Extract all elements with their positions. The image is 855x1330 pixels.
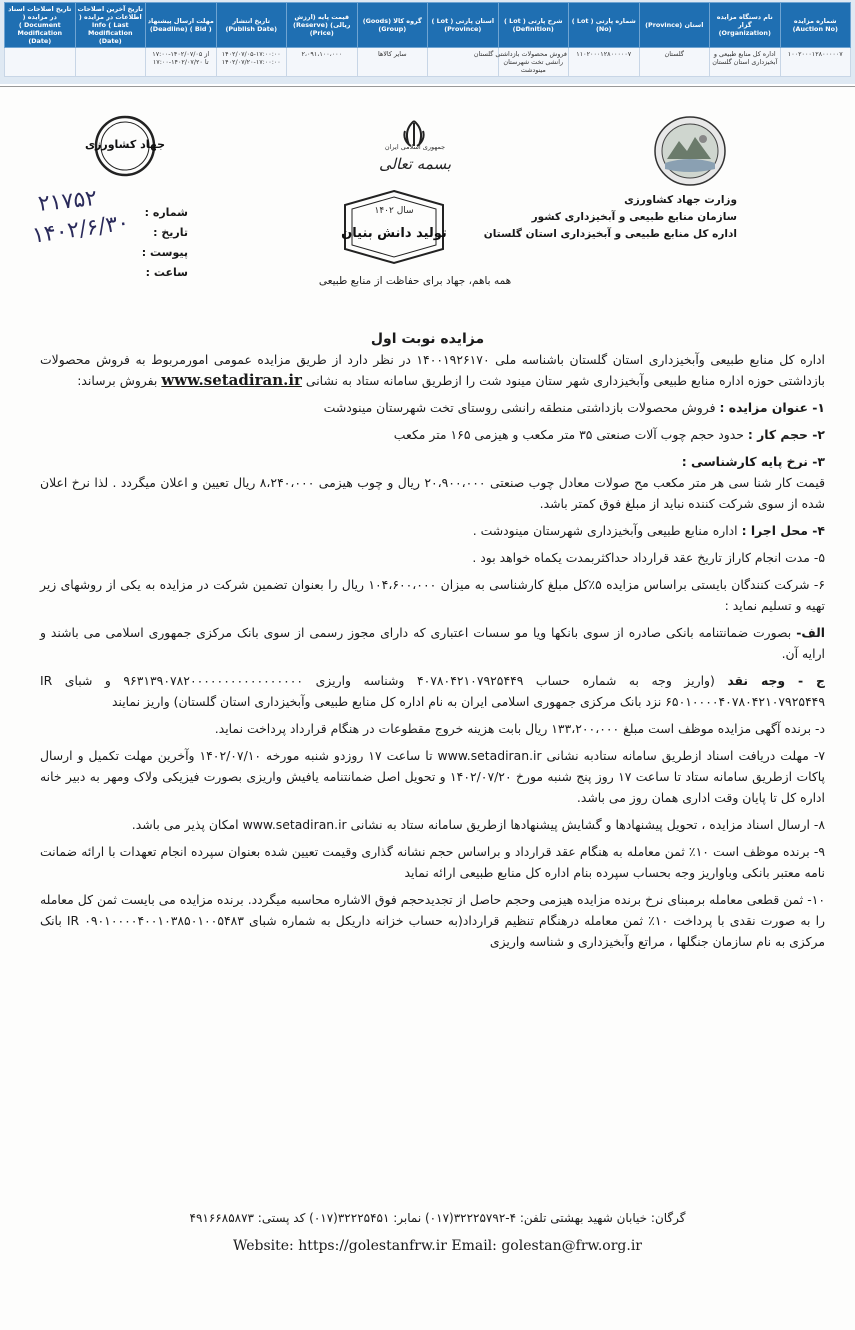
document-paper [0, 86, 855, 1330]
auction-table-cell [216, 48, 287, 77]
auction-column-header[interactable]: شماره مزایده (Auction No) [780, 3, 851, 48]
ref-time-label: ساعت : [145, 266, 188, 279]
auction-cell-line: سایر کالاها [377, 50, 407, 58]
ministry-line: اداره کل منابع طبیعی و آبخیزداری استان گلستان [483, 228, 737, 240]
auction-table-cell [780, 48, 851, 77]
auction-table-cell [639, 48, 710, 77]
auction-table-cell [146, 48, 217, 77]
auction-table-cell [569, 48, 640, 77]
auction-table-cell [357, 48, 428, 77]
auction-table-cell [287, 48, 358, 77]
auction-table-strip [0, 0, 855, 84]
auction-table-cell [473, 48, 569, 77]
auction-cell-line: ۱۱۰۲۰۰۰۱۲۸۰۰۰۰۰۷ [576, 50, 632, 58]
item-1 [40, 397, 825, 418]
item-3-label: ۳- نرخ پایه کارشناسی : [681, 454, 825, 469]
intro-text-end: بفروش برساند: [77, 373, 158, 388]
auction-column-header[interactable]: نام دستگاه مزایده گزار (Organization) [710, 3, 781, 48]
item-1-text: فروش محصولات بازداشتی منطقه رانشی روستای تخت شهرستان مینودشت [323, 400, 716, 415]
item-8: ۸- ارسال اسناد مزایده ، تحویل پیشنهادها و گشایش پیشنهادها ازطریق سامانه ستاد به نشانی www.setadiran.ir امکان پذیر می باشد. [131, 817, 825, 832]
auction-column-header[interactable]: مهلت ارسال پیشنهاد ( Bid ) (Deadline) [146, 3, 217, 48]
item-6a [40, 622, 825, 664]
ministry-line: وزارت جهاد کشاورزی [624, 194, 737, 206]
auction-column-header[interactable]: قیمت پایه (ارزش ریالی) (Reserve) (Price) [287, 3, 358, 48]
auction-table [4, 2, 851, 77]
ref-number-label: شماره : [144, 206, 188, 219]
stamp-text: تولید دانش بنیان [341, 226, 447, 241]
natural-resources-logo-icon [653, 115, 727, 187]
auction-table-cell [75, 48, 146, 77]
auction-cell-line: ۱۴۰۲/۰۷/۲۰-۱۷:۰۰:۰۰ [221, 58, 281, 66]
slogan: همه باهم، جهاد برای حفاظت از منابع طبیعی [318, 275, 512, 287]
intro-text: اداره کل منابع طبیعی وآبخیزداری استان گلستان باشناسه ملی ۱۴۰۰۱۹۲۶۱۷۰ در نظر دارد از طریق مزایده عمومی امورمربوط به فروش محصولات بازداشتی حوزه اداره منابع طبیعی وآبخیزداری شهر ستان مینود شت را ازطریق سامانه ستاد به نشانی [40, 352, 826, 388]
auction-column-header[interactable]: تاریخ اصلاحات اسناد در مزایده ( Document ) Modification (Date) [5, 3, 76, 48]
auction-table-cell [710, 48, 781, 77]
item-3-text: قیمت کار شنا سی هر متر مکعب مح صولات معادل چوب صنعتی ۲۰،۹۰۰،۰۰۰ ریال و چوب هیزمی ۸،۲۴۰،۰۰۰ ریال تعیین و اعلان میگردد . لذا نرخ اعلان شده از سوی شرکت کننده نباید از مبلغ فوق کمتر باشد. [40, 475, 825, 511]
auction-cell-line: آبخیزداری استان گلستان [712, 58, 778, 66]
auction-column-header[interactable]: استان پارتی ( Lot ) (Province) [428, 3, 499, 48]
auction-cell-line: فروش محصولات بازداشتی گلستان [473, 50, 567, 58]
item-7: ۷- مهلت دریافت اسناد ازطریق سامانه ستادبه نشانی www.setadiran.ir تا ساعت ۱۷ روزدو شنبه مورخه ۱۴۰۲/۰۷/۱۰ وآخرین مهلت تکمیل و ارسال پاکات ازطریق سامانه ستاد تا ساعت ۱۷ روز پنج شنبه مورخ ۱۴۰۲/۰۷/۲۰ و تحویل اصل ضمانتنامه یافیش واریزی بصورت فیزیکی ولاک ومهر به دبیر خانه اداره کل تا پایان وقت اداری همان روز می باشد. [40, 748, 826, 805]
auction-table-header [5, 3, 851, 48]
auction-table-row[interactable] [5, 48, 851, 77]
auction-column-header[interactable]: شماره پارتی ( Lot ) (No) [569, 3, 640, 48]
item-1-label: ۱- عنوان مزایده : [719, 400, 825, 415]
auction-cell-line: ۱۰۰۲۰۰۰۱۲۸۰۰۰۰۰۷ [787, 50, 843, 58]
auction-column-header[interactable]: استان (Province) [639, 3, 710, 48]
auction-table-cell [5, 48, 76, 77]
ref-date-label: تاریخ : [153, 226, 188, 239]
item-6a-label: الف- [796, 625, 825, 640]
item-6b [40, 670, 825, 712]
auction-column-header[interactable]: تاریخ آخرین اصلاحات اطلاعات در مزایده ( Last ) Info Modification (Date) [75, 3, 146, 48]
auction-column-header[interactable]: شرح پارتی ( Lot ) (Definition) [498, 3, 569, 48]
item-6d: د- برنده آگهی مزایده موظف است مبلغ ۱۳۳،۲۰۰،۰۰۰ ریال بابت هزینه خروج مقطوعات در هنگام قرارداد پرداخت نماید. [214, 721, 825, 736]
handwritten-ref-number: ۲۱۷۵۲ [36, 185, 99, 218]
ref-attachment-label: پیوست : [141, 246, 188, 259]
year-slogan-stamp-icon [333, 187, 455, 267]
item-4 [40, 520, 825, 541]
item-9: ۹- برنده موظف است ۱۰٪ ثمن معامله به هنگام عقد قرارداد و براساس حجم نشانه گذاری وقیمت تعیین شده بعنوان سپرده انجام تعهدات با ارائه ضمانت نامه معتبر بانکی وباواریز وجه بحساب سپرده بنام اداره کل منابع طبیعی ارائه نماید [40, 844, 825, 880]
item-3 [40, 451, 825, 514]
item-2-text: حدود حجم چوب آلات صنعتی ۳۵ متر مکعب و هیزمی ۱۶۵ متر مکعب [393, 427, 744, 442]
basmala: بسمه تعالی [378, 155, 452, 173]
item-10: ۱۰- ثمن قطعی معامله برمبنای نرخ برنده مزایده هیزمی وحجم حاصل از تجدیدحجم فوق الاشاره محاسبه میگردد. برنده مزایده می بایست ثمن کل معامله را به صورت نقدی با پرداخت ۱۰٪ ثمن معامله درهنگام تنظیم قرارداد(به حساب خزانه داریکل به شماره شبای IR ۰۹۰۱۰۰۰۰۴۰۰۱۰۳۸۵۰۱۰۰۵۴۸۳ بانک مرکزی به نام سازمان جنگلها ، مراتع وآبخیزداری و شناسه واریزی [40, 892, 826, 949]
auction-cell-line: ۲،۰۹۱،۱۰۰،۰۰۰ [301, 50, 342, 58]
auction-cell-line: از ۱۴۰۲/۰۷/۰۵-۱۷:۰۰ [152, 50, 210, 58]
intro-paragraph [40, 349, 825, 391]
item-6a-text: بصورت ضمانتنامه بانکی صادره از سوی بانکها ویا مو سسات اعتباری که دارای مجوز رسمی از سوی بانک مرکزی جمهوری اسلامی می باشند و ارایه آن. [40, 625, 825, 661]
item-6: ۶- شرکت کنندگان بایستی براساس مزایده ۵٪کل مبلغ کارشناسی به میزان ۱۰۴،۶۰۰،۰۰۰ ریال را بعنوان تضمین شرکت در مزایده به یکی از روشهای زیر تهیه و تسلیم نماید : [40, 577, 825, 613]
item-6b-text: (واریز وجه به شماره حساب ۴۰۷۸۰۴۲۱۰۷۹۲۵۴۴۹ وشناسه واریزی ۹۶۳۱۳۹۰۷۸۲۰۰۰۰۰۰۰۰۰۰۰۰۰۰۰۰۰ و شبای IR ۶۵۰۱۰۰۰۰۴۰۷۸۰۴۲۱۰۷۹۲۵۴۴۹ نزد بانک مرکزی جمهوری اسلامی ایران به نام اداره کل منابع طبیعی وآبخیزداری استان گلستان) واریز نمایند [40, 673, 825, 709]
item-2 [40, 424, 825, 445]
item-5: ۵- مدت انجام کاراز تاریخ عقد قرارداد حداکثربمدت یکماه خواهد بود . [472, 550, 825, 565]
reference-labels [128, 203, 188, 283]
left-logo-text: جهاد کشاورزی [84, 138, 166, 151]
auction-cell-line: رانشی تخت شهرستان [503, 58, 564, 66]
auction-cell-line: مینودشت [520, 66, 546, 74]
ministry-line: سازمان منابع طبیعی و آبخیزداری کشور [531, 211, 737, 223]
handwritten-ref-date: ۱۴۰۲/۶/۳۰ [30, 210, 131, 249]
item-4-text: اداره منابع طبیعی وآبخیزداری شهرستان مینودشت . [472, 523, 738, 538]
item-6b-label: ج - وجه نقد [727, 673, 825, 688]
auction-column-header[interactable]: تاریخ انتشار (Publish Date) [216, 3, 287, 48]
auction-cell-line: اداره کل منابع طبیعی و [713, 50, 776, 58]
auction-column-header[interactable]: گروه کالا (Goods) (Group) [357, 3, 428, 48]
item-4-label: ۴- محل اجرا : [741, 523, 825, 538]
republic-caption: جمهوری اسلامی ایران [384, 143, 446, 151]
auction-cell-line: گلستان [664, 50, 684, 58]
item-2-label: ۲- حجم کار : [747, 427, 825, 442]
ministry-header [477, 192, 737, 243]
jihad-keshavarzi-logo-icon [84, 115, 166, 177]
auction-cell-line: ۱۴۰۲/۰۷/۰۵-۱۷:۰۰:۰۰ [221, 50, 281, 58]
document-body [40, 349, 825, 958]
document-title: مزایده نوبت اول [370, 331, 485, 347]
footer-website-email[interactable]: Website: https://golestanfrw.ir Email: golestan@frw.org.ir [232, 1238, 643, 1254]
footer-address: گرگان: خیابان شهید بهشتی تلفن: ۴-۳۲۲۲۵۷۹۲(۰۱۷) نمابر: ۳۲۲۲۵۴۵۱(۰۱۷) کد پستی: ۴۹۱۶۶۸۵۸۷۳ [189, 1211, 686, 1225]
auction-cell-line: تا ۱۴۰۲/۰۷/۲۰-۱۷:۰۰ [152, 58, 209, 66]
stamp-year: سال ۱۴۰۲ [374, 206, 414, 216]
setadiran-link[interactable]: www.setadiran.ir [161, 371, 302, 389]
